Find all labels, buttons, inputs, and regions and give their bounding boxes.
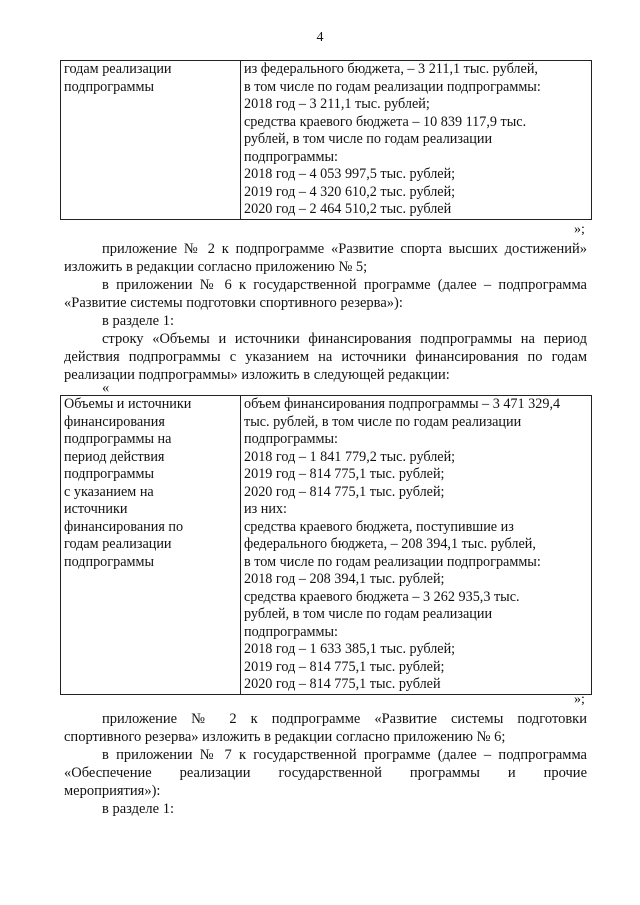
table-value-line: подпрограммы:: [244, 623, 338, 640]
table-label-cell: [61, 396, 241, 695]
table-value-line: 2018 год – 208 394,1 тыс. рублей;: [244, 571, 445, 587]
table-value-line: 2019 год – 4 320 610,2 тыс. рублей;: [244, 183, 456, 200]
paragraph-line: приложение № 2 к подпрограмме «Развитие системы подготовки: [102, 711, 587, 727]
table-value-line: средства краевого бюджета – 3 262 935,3 тыс.: [244, 588, 520, 605]
table-value-line: 2020 год – 814 775,1 тыс. рублей: [244, 676, 441, 692]
table-value-line: 2019 год – 814 775,1 тыс. рублей;: [244, 658, 445, 675]
paragraph-line: в приложении № 6 к государственной программе (далее – подпрограмма: [102, 277, 587, 293]
paragraph-line: изложить в редакции согласно приложению № 5;: [64, 259, 368, 275]
table-label-line: финансирования: [64, 413, 165, 430]
table-label-line: подпрограммы на: [64, 431, 172, 447]
table-label-line: финансирования по: [64, 518, 184, 535]
table-value-line: подпрограммы:: [244, 148, 338, 165]
paragraph-line: «Развитие системы подготовки спортивного резерва»):: [64, 295, 403, 311]
table-value-line: средства краевого бюджета, поступившие из: [244, 518, 514, 535]
table-value-line: из федерального бюджета, – 3 211,1 тыс. рублей,: [244, 61, 538, 77]
table-value-line: 2018 год – 4 053 997,5 тыс. рублей;: [244, 166, 456, 182]
table-value-line: 2020 год – 2 464 510,2 тыс. рублей: [244, 201, 452, 217]
table-row: [61, 61, 592, 220]
paragraph-line: действия подпрограммы с указанием на источники финансирования по годам: [64, 349, 587, 365]
table-value-line: 2018 год – 1 841 779,2 тыс. рублей;: [244, 448, 456, 465]
page-number: 4: [316, 30, 324, 45]
table-value-line: в том числе по годам реализации подпрограммы:: [244, 553, 541, 570]
paragraph-line: спортивного резерва» изложить в редакции согласно приложению № 6;: [64, 729, 506, 745]
table-value-line: 2019 год – 814 775,1 тыс. рублей;: [244, 466, 445, 482]
table-label-line: подпрограммы: [64, 553, 154, 570]
table-label-line: источники: [64, 501, 128, 517]
paragraph-line: в разделе 1:: [102, 801, 175, 817]
funding-table-continued: [60, 60, 592, 220]
closing-quote: »;: [574, 692, 585, 707]
table-value-line: из них:: [244, 501, 287, 517]
paragraph-line: «Обеспечение реализации государственной программы и прочие: [64, 765, 587, 781]
table-value-line: средства краевого бюджета – 10 839 117,9 тыс.: [244, 113, 527, 130]
funding-table: [60, 395, 592, 695]
table-label-line: годам реализации: [64, 536, 172, 552]
table-label-line: подпрограммы: [64, 466, 154, 482]
table-value-line: 2018 год – 3 211,1 тыс. рублей;: [244, 96, 430, 112]
table-label-line: подпрограммы: [64, 78, 154, 95]
table-value-line: 2018 год – 1 633 385,1 тыс. рублей;: [244, 641, 456, 657]
table-value-line: тыс. рублей, в том числе по годам реализации: [244, 413, 522, 430]
paragraph-line: приложение № 2 к подпрограмме «Развитие спорта высших достижений»: [102, 241, 587, 257]
paragraph-line: мероприятия»):: [64, 783, 161, 799]
table-value-line: рублей, в том числе по годам реализации: [244, 606, 493, 622]
table-value-line: в том числе по годам реализации подпрограммы:: [244, 78, 541, 95]
table-label-line: период действия: [64, 448, 165, 465]
paragraph-line: реализации подпрограммы» изложить в следующей редакции:: [64, 367, 450, 383]
table-value-cell: [241, 396, 592, 695]
opening-quote: «: [102, 380, 110, 396]
table-value-line: 2020 год – 814 775,1 тыс. рублей;: [244, 483, 445, 500]
closing-quote: »;: [574, 222, 585, 237]
table-label-cell: [61, 61, 241, 220]
paragraph-line: строку «Объемы и источники финансирования подпрограммы на период: [102, 331, 587, 347]
table-value-line: рублей, в том числе по годам реализации: [244, 131, 493, 147]
table-label-line: годам реализации: [64, 61, 172, 77]
table-row: [61, 396, 592, 695]
table-label-line: Объемы и источники: [64, 396, 192, 412]
paragraph-line: в разделе 1:: [102, 313, 175, 329]
table-value-line: подпрограммы:: [244, 431, 338, 447]
table-label-line: с указанием на: [64, 483, 154, 500]
table-value-cell: [241, 61, 592, 220]
paragraph-line: в приложении № 7 к государственной программе (далее – подпрограмма: [102, 747, 587, 763]
table-value-line: объем финансирования подпрограммы – 3 471 329,4: [244, 396, 561, 412]
table-value-line: федерального бюджета, – 208 394,1 тыс. рублей,: [244, 536, 536, 552]
